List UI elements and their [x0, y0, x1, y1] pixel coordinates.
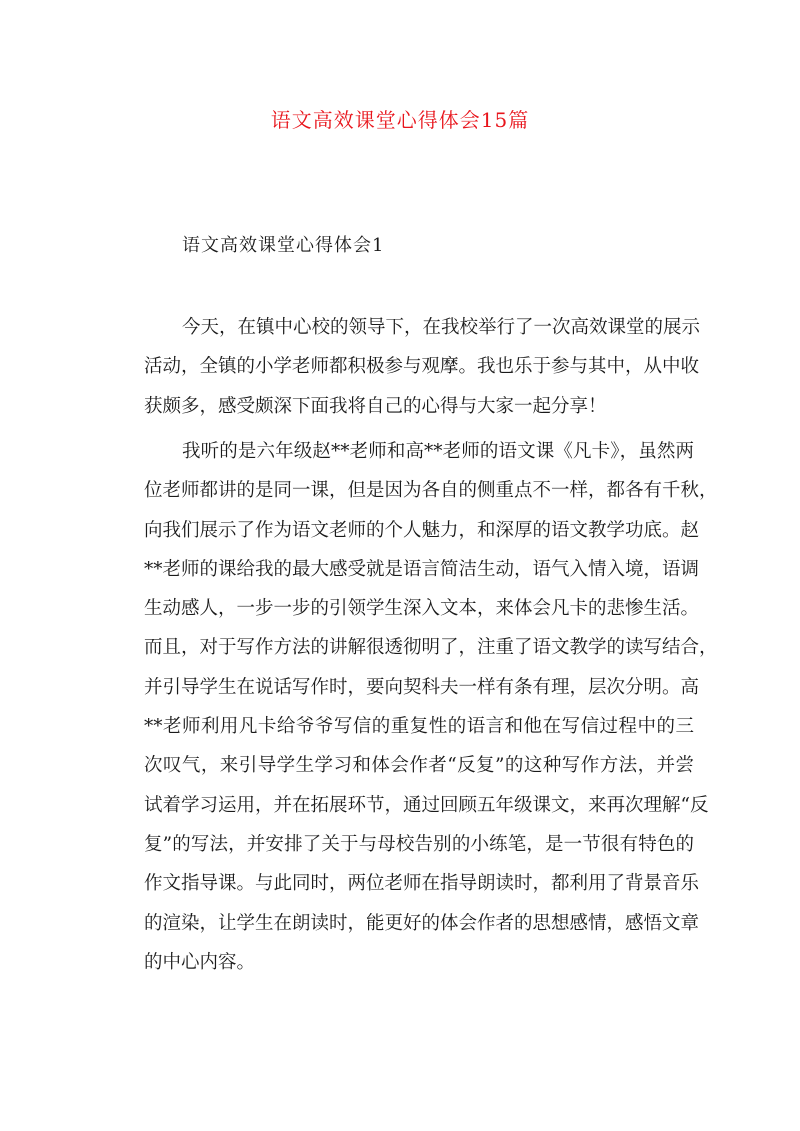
text-line: 复”的写法，并安排了关于与母校告别的小练笔，是一节很有特色的 — [144, 833, 694, 855]
text-line: 活动，全镇的小学老师都积极参与观摩。我也乐于参与其中，从中收 — [144, 356, 700, 378]
text-line: 并引导学生在说话写作时，要向契科夫一样有条有理，层次分明。高 — [144, 676, 700, 698]
document-title: 语文高效课堂心得体会15篇 — [270, 108, 530, 132]
text-line: 作文指导课。与此同时，两位老师在指导朗读时，都利用了背景音乐 — [144, 873, 700, 895]
paragraph-2 — [144, 432, 718, 982]
text-line: 今天，在镇中心校的领导下，在我校举行了一次高效课堂的展示 — [182, 317, 701, 338]
text-line: 而且，对于写作方法的讲解很透彻明了，注重了语文教学的读写结合， — [144, 637, 718, 659]
text-line: 的中心内容。 — [144, 951, 256, 973]
text-line: 次叹气，来引导学生学习和体会作者“反复”的这种写作方法，并尝 — [144, 755, 694, 777]
text-line: 我听的是六年级赵**老师和高**老师的语文课《凡卡》，虽然两 — [182, 441, 694, 462]
text-line: 位老师都讲的是同一课，但是因为各自的侧重点不一样，都各有千秋， — [144, 480, 718, 502]
text-line: 生动感人，一步一步的引领学生深入文本，来体会凡卡的悲惨生活。 — [144, 598, 700, 620]
text-line: **老师的课给我的最大感受就是语言简洁生动，语气入情入境，语调 — [144, 558, 700, 580]
text-line: 获颇多，感受颇深下面我将自己的心得与大家一起分享！ — [144, 395, 607, 417]
text-line: 的渲染，让学生在朗读时，能更好的体会作者的思想感情，感悟文章 — [144, 912, 700, 934]
text-line: **老师利用凡卡给爷爷写信的重复性的语言和他在写信过程中的三 — [144, 716, 694, 738]
text-line: 试着学习运用，并在拓展环节，通过回顾五年级课文，来再次理解“反 — [144, 794, 709, 816]
section-heading: 语文高效课堂心得体会1 — [182, 235, 385, 256]
paragraph-1 — [144, 308, 701, 426]
text-line: 向我们展示了作为语文老师的个人魅力，和深厚的语文教学功底。赵 — [144, 519, 700, 541]
